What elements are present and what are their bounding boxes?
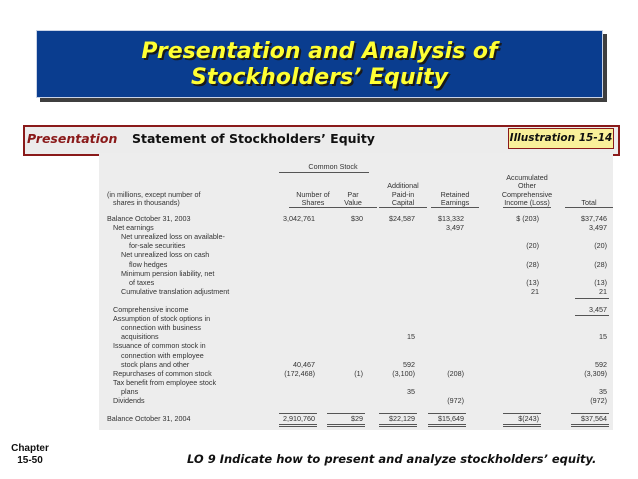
table-row-label: Tax benefit from employee stock [113,377,217,387]
col-header-1: Number of [296,189,330,199]
table-row-label: Net earnings [113,223,154,233]
col-header-5: Accumulated [506,172,548,182]
col-header-label: (in millions, except number of [107,189,201,199]
table-cell: 21 [531,286,539,296]
double-underline [379,424,417,425]
table-cell: (172,468) [284,368,315,378]
col-header-rule [503,207,551,208]
table-row-label: plans [121,386,139,396]
chapter-label [10,443,50,467]
table-cell: 3,042,761 [283,214,315,223]
table-cell: (20) [594,241,607,251]
table-cell: (28) [526,259,539,269]
table-cell: $24,587 [389,214,415,223]
table-row-label: Comprehensive income [113,305,189,314]
table-cell: $37,746 [581,214,607,223]
table-row-label: connection with employee [121,350,204,360]
slide-title [37,39,602,91]
slide-title-line2: Stockholders’ Equity [191,65,448,90]
total-rule [279,413,317,414]
table-row-label: Net unrealized loss on available- [121,232,225,242]
double-underline [571,424,609,425]
table-cell: (13) [526,277,539,287]
table-cell: 2,910,760 [283,414,315,424]
group-header-rule [279,172,369,173]
col-header-3: Capital [391,198,415,207]
table-row-label: Balance October 31, 2003 [107,214,191,223]
subtotal-rule [575,315,609,316]
stockholders-equity-statement [99,153,613,430]
table-cell: $15,649 [438,414,464,424]
total-rule [379,413,417,414]
table-cell: 35 [599,386,607,396]
table-cell: (13) [594,277,607,287]
chapter-word: Chapter [11,443,49,454]
col-header-rule [329,207,377,208]
col-header-5: Income (Loss) [504,198,550,207]
section-label: Presentation [27,131,118,146]
table-row-label: acquisitions [121,332,159,342]
table-cell: $22,129 [389,414,415,424]
total-rule [428,413,466,414]
illustration-badge: Illustration 15-14 [508,128,614,149]
total-rule [503,413,541,414]
slide-title-line1: Presentation and Analysis of [141,39,498,64]
table-cell: $29 [351,414,363,424]
col-header-label: shares in thousands) [113,198,180,207]
table-cell: 15 [599,332,607,342]
table-cell: $(243) [518,414,539,424]
table-row-label: Cumulative translation adjustment [121,286,230,296]
chapter-page: 15-50 [17,455,43,466]
table-cell: 592 [403,359,415,369]
col-header-5: Comprehensive [501,189,553,199]
double-underline [279,426,317,427]
table-cell: (20) [526,241,539,251]
group-header-common-stock: Common Stock [308,162,358,171]
section-band [23,125,620,156]
col-header-3: Additional [387,181,419,191]
col-header-4: Earnings [440,198,470,207]
table-cell: $30 [351,214,363,223]
table-row-label: Assumption of stock options in [113,314,211,324]
col-header-rule [565,207,613,208]
learning-objective: LO 9 Indicate how to present and analyze stockholders’ equity. [187,452,597,466]
double-underline [327,426,365,427]
col-header-4: Retained [440,189,470,199]
table-cell: 3,457 [589,305,607,314]
double-underline [428,426,466,427]
table-row-label: Repurchases of common stock [113,368,212,378]
total-rule [571,413,609,414]
double-underline [279,424,317,425]
table-row-label: flow hedges [129,259,168,269]
table-cell: (1) [354,368,363,378]
double-underline [428,424,466,425]
table-cell: 3,497 [589,223,607,233]
table-cell: 40,467 [293,359,315,369]
double-underline [327,424,365,425]
table-row-label: Dividends [113,396,145,405]
subtotal-rule [575,298,609,299]
table-cell: 3,497 [446,223,464,233]
double-underline [503,426,541,427]
table-row-label: of taxes [129,277,155,287]
table-row-label: Net unrealized loss on cash [121,250,210,260]
table-cell: (208) [447,368,464,378]
col-header-rule [379,207,427,208]
table-cell: $37,564 [581,414,607,424]
col-header-2: Value [344,198,362,207]
table-cell: (3,309) [584,368,607,378]
table-cell: 21 [599,286,607,296]
table-cell: 592 [595,359,607,369]
table-row-label: Balance October 31, 2004 [107,414,191,424]
table-cell: (972) [590,396,607,405]
table-row-label: connection with business [121,323,201,333]
table-cell: (3,100) [392,368,415,378]
double-underline [503,424,541,425]
table-cell: (28) [594,259,607,269]
table-cell: 35 [407,386,415,396]
col-header-1: Shares [301,198,325,207]
table-cell: $13,332 [438,214,464,223]
col-header-6: Total [581,198,597,207]
col-header-2: Par [347,189,359,199]
col-header-3: Paid-in [391,189,415,199]
table-cell: 15 [407,332,415,342]
table-row-label: Issuance of common stock in [113,341,206,351]
col-header-5: Other [518,181,536,191]
table-cell: $ (203) [516,214,539,223]
table-row-label: Minimum pension liability, net [121,268,215,278]
table-row-label: stock plans and other [121,359,190,369]
table-cell: (972) [447,396,464,405]
double-underline [571,426,609,427]
slide-title-box [36,30,603,98]
col-header-rule [431,207,479,208]
double-underline [379,426,417,427]
table-row-label: for-sale securities [129,241,186,251]
total-rule [327,413,365,414]
section-title: Statement of Stockholders’ Equity [132,131,375,146]
